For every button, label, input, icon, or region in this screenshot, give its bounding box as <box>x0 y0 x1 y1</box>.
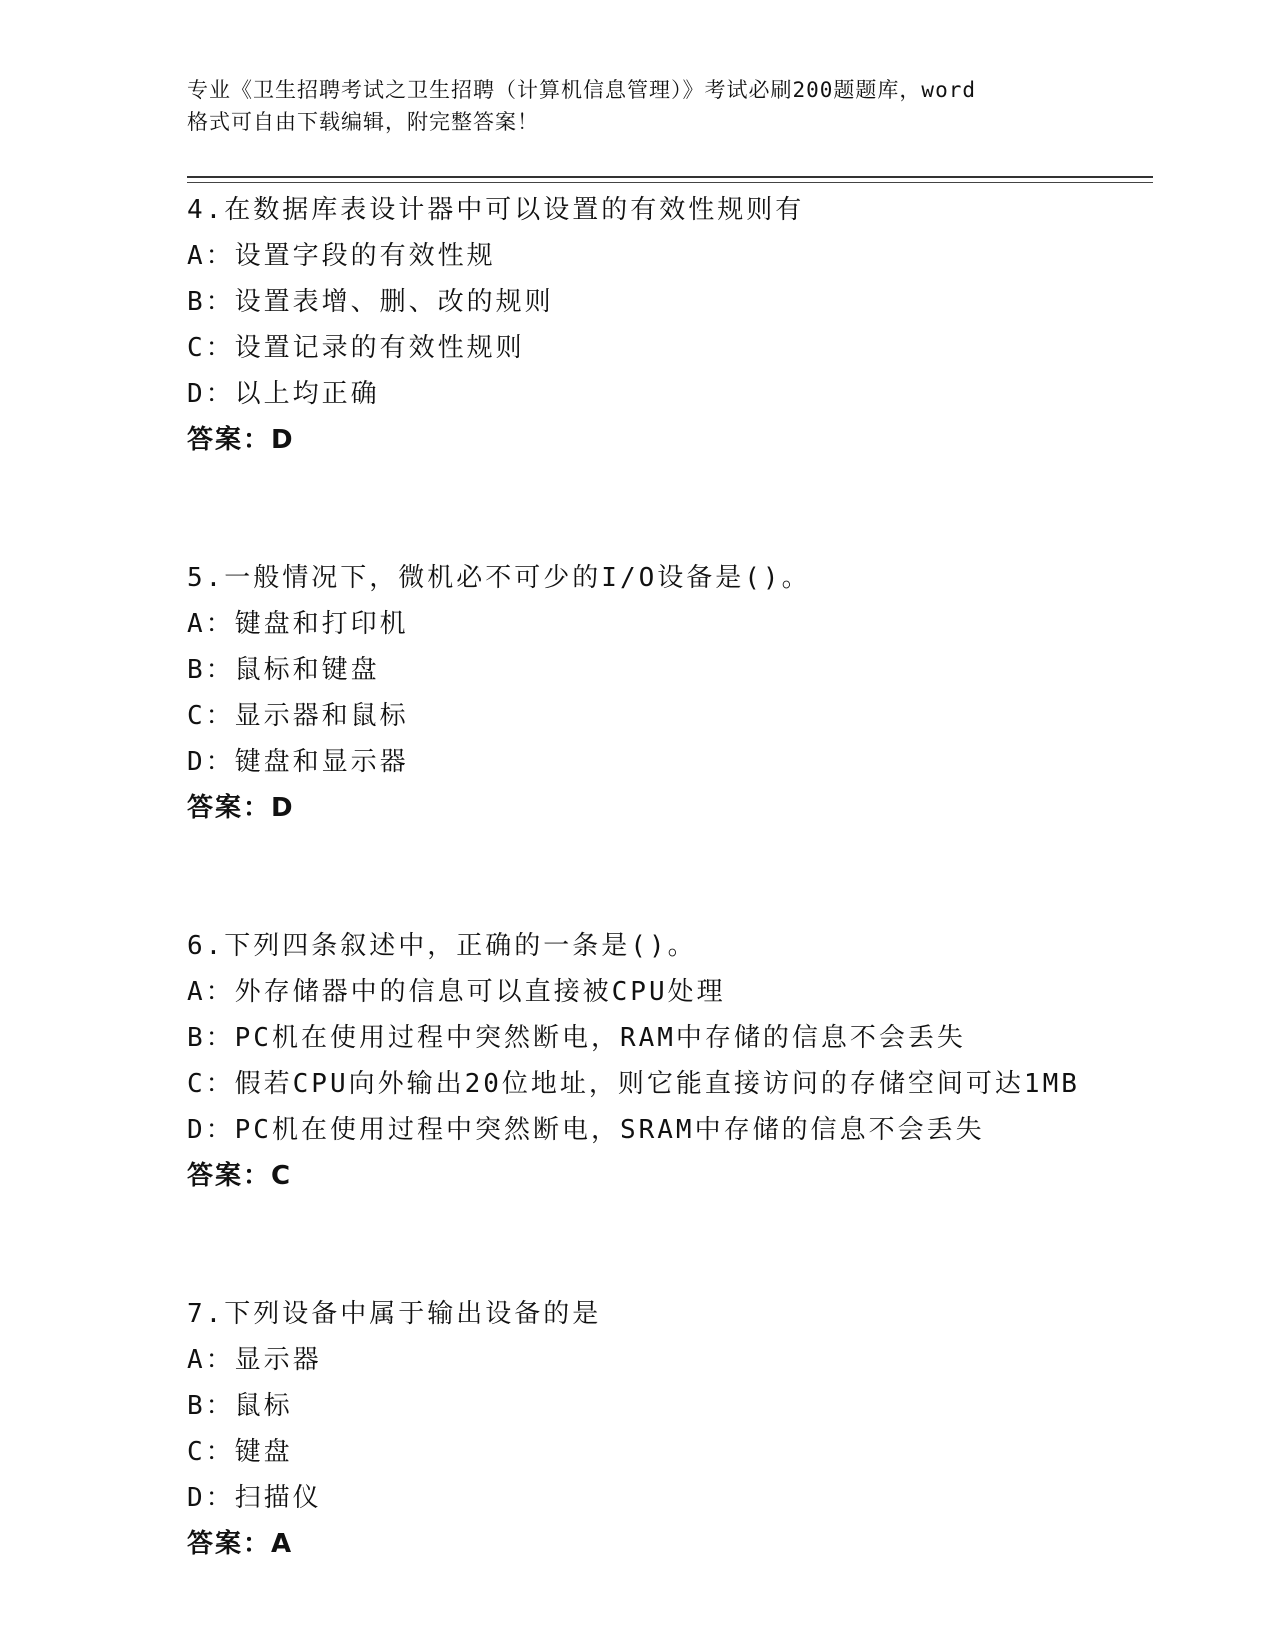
header-line-2: 格式可自由下载编辑，附完整答案！ <box>187 110 539 134</box>
header-divider-thick <box>187 176 1153 178</box>
question-spacer <box>187 463 1147 555</box>
option-d: D：PC机在使用过程中突然断电，SRAM中存储的信息不会丢失 <box>187 1115 985 1145</box>
answer-label: 答案：C <box>187 1161 293 1191</box>
question-4 <box>187 187 1147 463</box>
question-stem: 7.下列设备中属于输出设备的是 <box>187 1299 602 1329</box>
option-b: B：鼠标和键盘 <box>187 655 380 685</box>
option-d: D：键盘和显示器 <box>187 747 409 777</box>
option-d: D：以上均正确 <box>187 379 380 409</box>
answer-label: 答案：A <box>187 1529 294 1559</box>
question-stem: 5.一般情况下，微机必不可少的I/O设备是()。 <box>187 563 811 593</box>
option-b: B：设置表增、删、改的规则 <box>187 287 554 317</box>
question-6 <box>187 923 1147 1199</box>
option-c: C：显示器和鼠标 <box>187 701 409 731</box>
question-5 <box>187 555 1147 831</box>
option-a: A：设置字段的有效性规 <box>187 241 496 271</box>
document-header <box>187 74 1087 138</box>
option-d: D：扫描仪 <box>187 1483 322 1513</box>
option-c: C：假若CPU向外输出20位地址，则它能直接访问的存储空间可达1MB <box>187 1069 1080 1099</box>
header-line-1: 专业《卫生招聘考试之卫生招聘（计算机信息管理）》考试必刷200题题库，word <box>187 78 976 102</box>
option-a: A：显示器 <box>187 1345 322 1375</box>
option-a: A：键盘和打印机 <box>187 609 409 639</box>
question-list <box>187 187 1147 1567</box>
answer-label: 答案：D <box>187 793 295 823</box>
option-c: C：键盘 <box>187 1437 293 1467</box>
answer-label: 答案：D <box>187 425 295 455</box>
option-b: B：PC机在使用过程中突然断电，RAM中存储的信息不会丢失 <box>187 1023 966 1053</box>
option-b: B：鼠标 <box>187 1391 293 1421</box>
question-stem: 4.在数据库表设计器中可以设置的有效性规则有 <box>187 195 805 225</box>
question-spacer <box>187 1199 1147 1291</box>
option-c: C：设置记录的有效性规则 <box>187 333 525 363</box>
question-stem: 6.下列四条叙述中，正确的一条是()。 <box>187 931 697 961</box>
option-a: A：外存储器中的信息可以直接被CPU处理 <box>187 977 726 1007</box>
question-7 <box>187 1291 1147 1567</box>
question-spacer <box>187 831 1147 923</box>
header-divider-thin <box>187 182 1153 183</box>
